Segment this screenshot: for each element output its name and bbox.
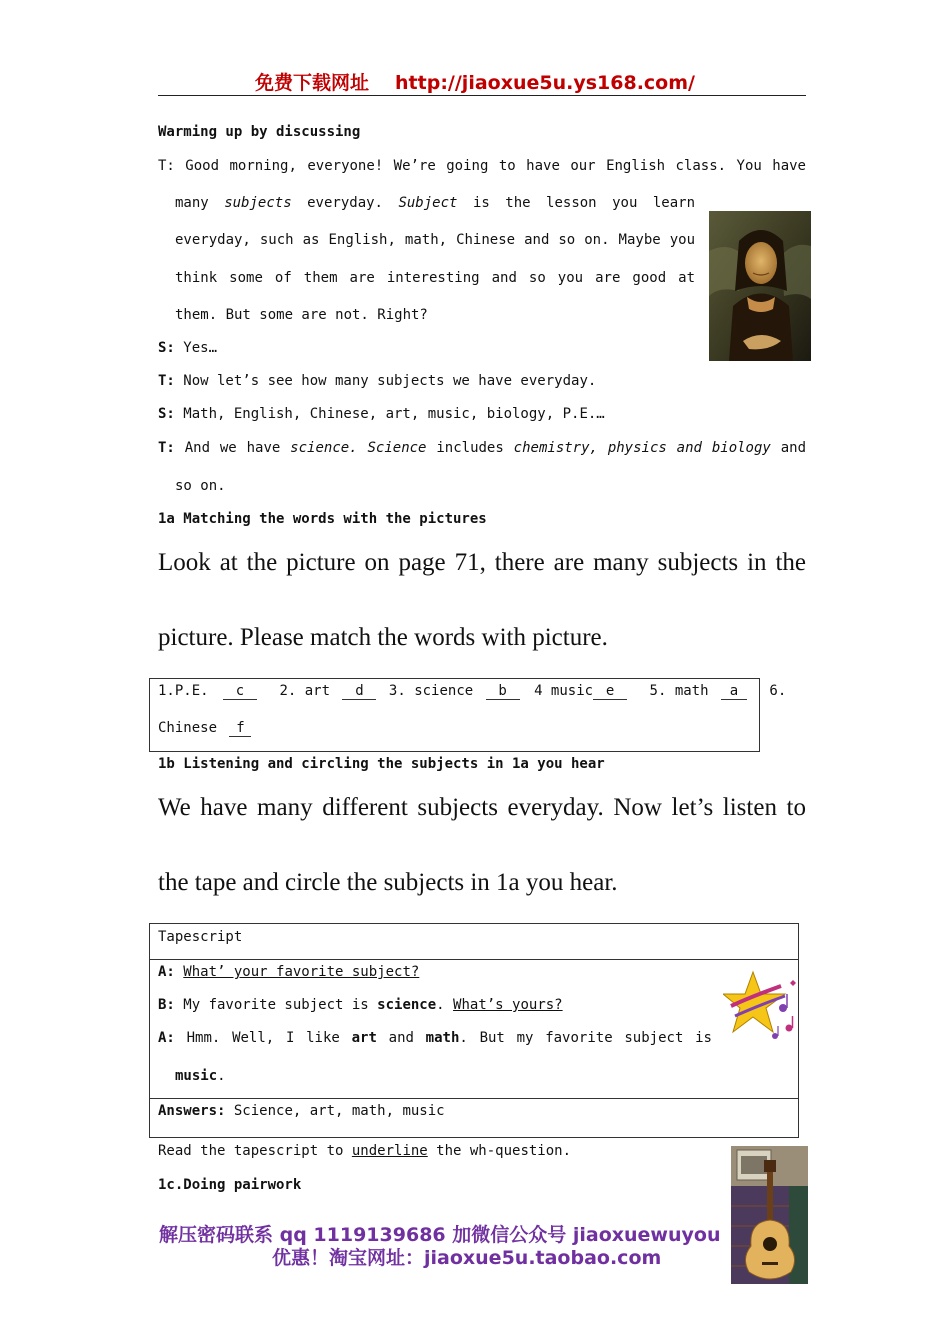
tapescript-line-b <box>158 997 563 1013</box>
match-item-label: 1.P.E. <box>158 683 209 699</box>
section-1b-para-1: We have many different subjects everyday. Now let’s listen to <box>158 794 806 821</box>
term-science: science. <box>290 440 358 456</box>
text-run: many <box>175 195 225 211</box>
matching-answers-line-1 <box>158 683 786 700</box>
section-1a-para-1: Look at the picture on page 71, there are many subjects in the <box>158 549 806 576</box>
subject-science: science <box>377 997 437 1013</box>
text-run: And we have <box>174 440 291 456</box>
line-text: Yes… <box>174 340 218 356</box>
student-line-2 <box>158 406 605 422</box>
text-run: . <box>436 997 454 1013</box>
speaker-label: T: <box>158 440 175 456</box>
read-instruction <box>158 1143 571 1159</box>
tapescript-line-a1 <box>158 964 419 980</box>
table-divider <box>150 959 798 960</box>
speaker-label: A: <box>158 964 175 980</box>
match-answer-blank[interactable]: c <box>223 683 257 700</box>
mona-lisa-image <box>709 211 811 361</box>
text-run: includes <box>426 440 514 456</box>
guitar-image <box>731 1146 808 1284</box>
subject-music: music <box>175 1068 218 1084</box>
text-run: the wh-question. <box>427 1143 572 1159</box>
page-header <box>0 68 950 95</box>
answers-label: Answers: <box>158 1103 226 1119</box>
line-text: Math, English, Chinese, art, music, biology, P.E.… <box>174 406 605 422</box>
match-answer-blank[interactable]: b <box>486 683 520 700</box>
term-subjects: subjects <box>224 195 292 211</box>
text-run: My favorite subject is <box>174 997 378 1013</box>
text-run: and <box>770 440 806 456</box>
header-url[interactable]: http://jiaoxue5u.ys168.com/ <box>395 72 695 94</box>
match-item-label: 5. math <box>649 683 709 699</box>
term-sciences-list: chemistry, physics and biology <box>513 440 771 456</box>
matching-answers-line-2 <box>158 720 251 737</box>
header-rule <box>158 95 806 96</box>
text-run: Read the tapescript to <box>158 1143 352 1159</box>
match-answer-blank[interactable]: d <box>342 683 376 700</box>
speaker-label: T: <box>158 373 175 389</box>
text-run: everyday. <box>291 195 399 211</box>
speaker-label: A: <box>158 1030 175 1046</box>
match-answer-blank[interactable]: a <box>721 683 747 700</box>
underline-word: underline <box>351 1143 428 1159</box>
teacher-line-2 <box>175 195 695 211</box>
student-line-1 <box>158 340 217 356</box>
text-run: . <box>217 1068 226 1084</box>
text-run: Hmm. Well, I like <box>174 1030 352 1046</box>
match-item-label: 3. science <box>388 683 474 699</box>
section-1a-heading: 1a Matching the words with the pictures <box>158 511 487 527</box>
tapescript-answers <box>158 1103 445 1119</box>
footer-line-2: 优惠！淘宝网址：jiaoxue5u.taobao.com <box>272 1247 662 1269</box>
teacher-line-7 <box>158 440 806 456</box>
text-run: . But my favorite subject is <box>459 1030 712 1046</box>
teacher-line-1: T: Good morning, everyone! We’re going to have our English class. You have <box>158 158 806 174</box>
text-run: and <box>376 1030 426 1046</box>
speaker-label: S: <box>158 406 175 422</box>
tapescript-line-a2-cont <box>175 1068 226 1084</box>
tapescript-line-a2 <box>158 1030 712 1046</box>
teacher-line-8: so on. <box>175 478 226 494</box>
warmup-heading: Warming up by discussing <box>158 124 361 140</box>
match-answer-blank[interactable]: f <box>229 720 251 737</box>
footer-line-1: 解压密码联系 qq 1119139686 加微信公众号 jiaoxuewuyou <box>159 1224 721 1246</box>
section-1b-para-2: the tape and circle the subjects in 1a you hear. <box>158 869 618 896</box>
text-run: is the lesson you learn <box>457 195 695 211</box>
wh-question: What’ your favorite subject? <box>183 964 420 980</box>
wh-question: What’s yours? <box>453 997 563 1013</box>
line-text: Now let’s see how many subjects we have everyday. <box>174 373 597 389</box>
match-item-label: Chinese <box>158 720 218 736</box>
match-item-label: 2. art <box>279 683 331 699</box>
answers-text: Science, art, math, music <box>225 1103 445 1119</box>
match-item-label: 4 music <box>534 683 594 699</box>
teacher-line-4: think some of them are interesting and so you are good at <box>175 270 695 286</box>
section-1c-heading: 1c.Doing pairwork <box>158 1177 302 1193</box>
subject-math: math <box>425 1030 460 1046</box>
text-run <box>358 440 368 456</box>
header-label: 免费下载网址 <box>255 72 370 94</box>
section-1a-para-2: picture. Please match the words with picture. <box>158 624 608 651</box>
term-science: Science <box>367 440 427 456</box>
term-subject: Subject <box>398 195 458 211</box>
music-star-image <box>723 966 799 1044</box>
table-divider <box>150 1098 798 1099</box>
section-1b-heading: 1b Listening and circling the subjects in 1a you hear <box>158 756 605 772</box>
tapescript-title: Tapescript <box>158 929 243 945</box>
subject-art: art <box>351 1030 377 1046</box>
teacher-line-3: everyday, such as English, math, Chinese and so on. Maybe you <box>175 232 695 248</box>
speaker-label: B: <box>158 997 175 1013</box>
speaker-label: S: <box>158 340 175 356</box>
match-item-label: 6. <box>769 683 787 699</box>
teacher-line-5: them. But some are not. Right? <box>175 307 428 323</box>
match-answer-blank[interactable]: e <box>593 683 627 700</box>
teacher-line-6 <box>158 373 596 389</box>
